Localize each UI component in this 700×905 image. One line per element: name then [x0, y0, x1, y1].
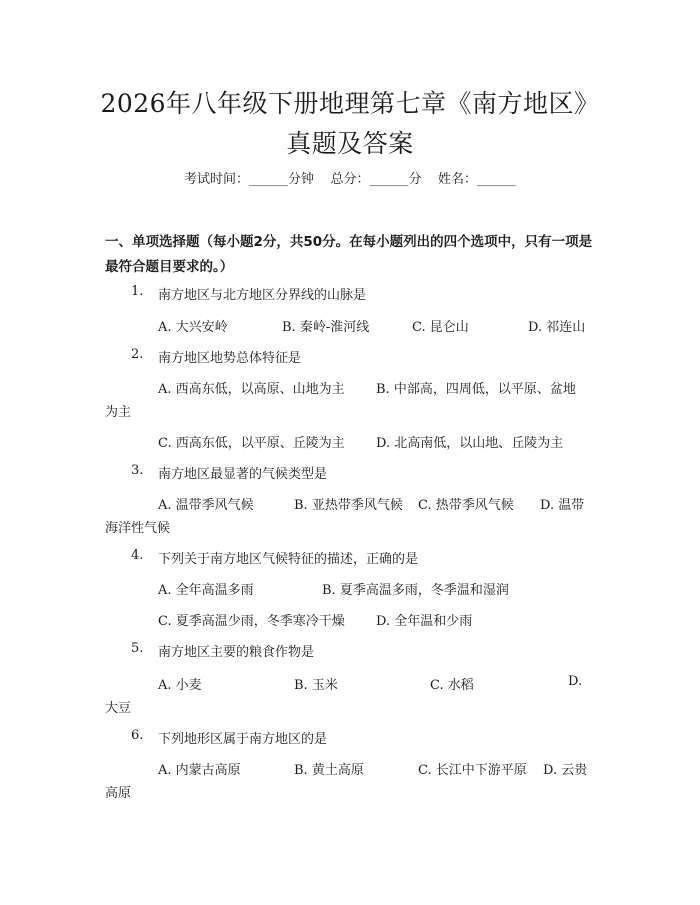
- option-a: A. 小麦: [158, 678, 202, 693]
- option-c: C. 夏季高温少雨，冬季寒冷干燥: [158, 614, 345, 629]
- title-line-2: 真题及答案: [286, 129, 414, 158]
- option-a: A. 大兴安岭: [158, 320, 228, 335]
- question-text: 下列关于南方地区气候特征的描述，正确的是: [158, 552, 419, 567]
- option-b: B. 秦岭-淮河线: [282, 320, 370, 335]
- option-d: D. 祁连山: [528, 320, 586, 335]
- option-d-continued: 高原: [105, 786, 132, 801]
- option-d: D. 全年温和少雨: [376, 614, 473, 629]
- option-b: B. 玉米: [294, 678, 338, 693]
- option-c: C. 热带季风气候: [418, 498, 514, 513]
- option-b-continued: 为主: [105, 405, 132, 420]
- question-text: 下列地形区属于南方地区的是: [158, 732, 328, 747]
- option-d-continued: 海洋性气候: [105, 521, 171, 536]
- option-d: D. 温带: [540, 498, 585, 513]
- question-text: 南方地区与北方地区分界线的山脉是: [158, 288, 367, 303]
- question-text: 南方地区主要的粮食作物是: [158, 645, 315, 660]
- option-d: D.: [568, 674, 583, 689]
- option-d: D. 北高南低，以山地、丘陵为主: [376, 436, 564, 451]
- option-b: B. 黄土高原: [294, 763, 364, 778]
- option-a: A. 全年高温多雨: [158, 583, 254, 598]
- question-text: 南方地区地势总体特征是: [158, 351, 302, 366]
- option-b: B. 亚热带季风气候: [294, 498, 403, 513]
- option-a: A. 温带季风气候: [158, 498, 254, 513]
- question-number: 1.: [131, 284, 144, 299]
- title-line-1: 2026年八年级下册地理第七章《南方地区》: [100, 89, 600, 118]
- option-c: C. 昆仑山: [412, 320, 469, 335]
- option-a: A. 内蒙古高原: [158, 763, 241, 778]
- question-text: 南方地区最显著的气候类型是: [158, 467, 328, 482]
- question-number: 4.: [131, 548, 144, 563]
- question-number: 2.: [131, 347, 144, 362]
- question-number: 5.: [131, 641, 144, 656]
- option-b: B. 夏季高温多雨，冬季温和湿润: [322, 583, 509, 598]
- option-c: C. 西高东低，以平原、丘陵为主: [158, 436, 345, 451]
- section-heading: 一、单项选择题（每小题2分，共50分。在每小题列出的四个选项中，只有一项是最符合题目要求的。）: [105, 234, 593, 275]
- exam-meta: 考试时间：______分钟 总分：______分 姓名：______: [183, 172, 517, 187]
- option-d: D. 云贵: [543, 763, 588, 778]
- option-a: A. 西高东低，以高原、山地为主: [158, 382, 345, 397]
- question-number: 6.: [131, 728, 144, 743]
- option-c: C. 长江中下游平原: [418, 763, 527, 778]
- option-d-continued: 大豆: [105, 701, 132, 716]
- option-b: B. 中部高，四周低，以平原、盆地: [376, 382, 576, 397]
- option-c: C. 水稻: [430, 678, 474, 693]
- question-number: 3.: [131, 463, 144, 478]
